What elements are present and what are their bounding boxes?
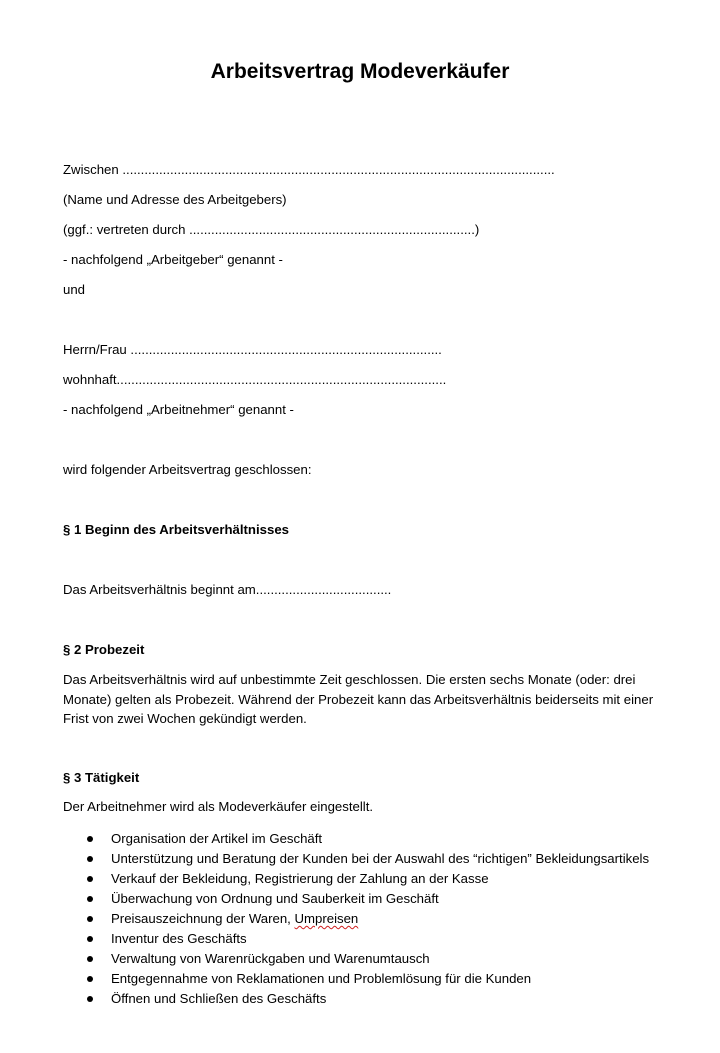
misspelled-word: Umpreisen xyxy=(294,911,359,926)
bullet-icon xyxy=(87,936,93,942)
list-item: Entgegennahme von Reklamationen und Problemlösung für die Kunden xyxy=(63,969,703,989)
list-item: Verkauf der Bekleidung, Registrierung der Zahlung an der Kasse xyxy=(63,869,703,889)
employee-name-line: Herrn/Frau ..................................................................................... xyxy=(63,342,442,357)
represented-by-line: (ggf.: vertreten durch ..............................................................................) xyxy=(63,222,480,237)
bullet-icon xyxy=(87,876,93,882)
bullet-icon xyxy=(87,896,93,902)
residence-line: wohnhaft.......................................................................................... xyxy=(63,372,447,387)
and-line: und xyxy=(63,282,86,297)
document-title: Arbeitsvertrag Modeverkäufer xyxy=(210,60,510,83)
section2-heading: § 2 Probezeit xyxy=(63,642,145,657)
bullet-icon xyxy=(87,956,93,962)
section2-text: Das Arbeitsverhältnis wird auf unbestimmte Zeit geschlossen. Die ersten sechs Monate (oder: drei Monate) gelten als Probezeit. Während der Probezeit kann das Arbeitsverhältnis beiderseits mit einer Frist von zwei Wochen gekündigt werden. xyxy=(63,672,654,726)
bullet-icon xyxy=(87,996,93,1002)
list-item: Überwachung von Ordnung und Sauberkeit im Geschäft xyxy=(63,889,703,909)
list-item: Preisauszeichnung der Waren, Umpreisen xyxy=(63,909,703,929)
list-item: Organisation der Artikel im Geschäft xyxy=(63,829,703,849)
section1-text: Das Arbeitsverhältnis beginnt am..................................... xyxy=(63,582,392,597)
task-list xyxy=(63,829,703,1009)
contract-concluded-line: wird folgender Arbeitsvertrag geschlossen: xyxy=(63,462,312,477)
list-item: Öffnen und Schließen des Geschäfts xyxy=(63,989,703,1009)
list-item: Inventur des Geschäfts xyxy=(63,929,703,949)
bullet-icon xyxy=(87,856,93,862)
employer-hereinafter-line: - nachfolgend „Arbeitgeber“ genannt - xyxy=(63,252,283,267)
bullet-icon xyxy=(87,916,93,922)
employer-name-line: (Name und Adresse des Arbeitgebers) xyxy=(63,192,287,207)
section3-heading: § 3 Tätigkeit xyxy=(63,770,140,785)
section3-intro: Der Arbeitnehmer wird als Modeverkäufer eingestellt. xyxy=(63,799,374,814)
bullet-icon xyxy=(87,836,93,842)
list-item: Verwaltung von Warenrückgaben und Warenumtausch xyxy=(63,949,703,969)
employee-hereinafter-line: - nachfolgend „Arbeitnehmer“ genannt - xyxy=(63,402,294,417)
section1-heading: § 1 Beginn des Arbeitsverhältnisses xyxy=(63,522,289,537)
list-item: Unterstützung und Beratung der Kunden bei der Auswahl des “richtigen” Bekleidungsartikels xyxy=(63,849,703,869)
between-line: Zwischen ...................................................................................................................... xyxy=(63,162,555,177)
bullet-icon xyxy=(87,976,93,982)
